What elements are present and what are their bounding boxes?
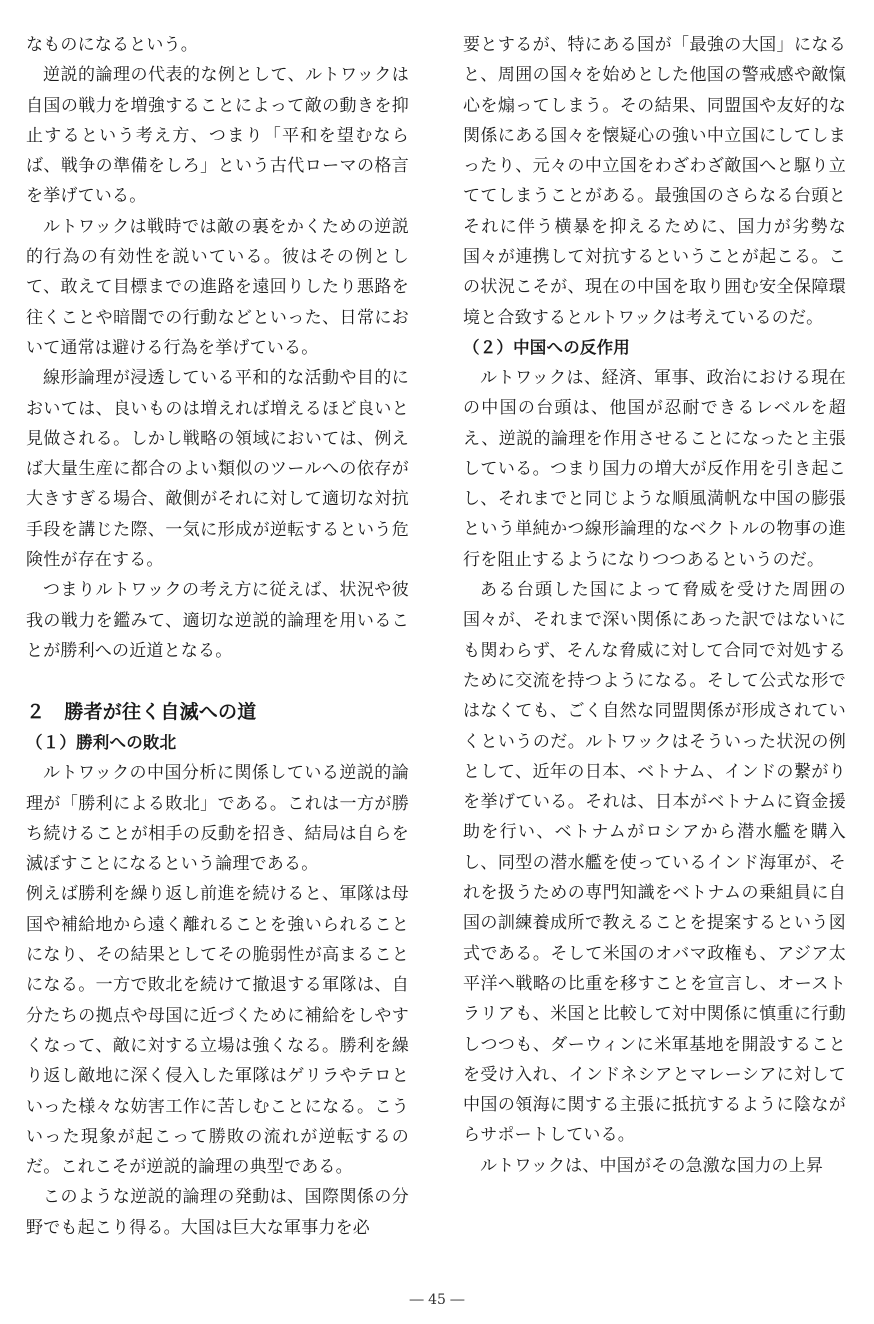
paragraph: 逆説的論理の代表的な例として、ルトワックは自国の戦力を増強することによって敵の動きを抑止するという考え方、つまり「平和を望むならば、戦争の準備をしろ」という古代ローマの格言を挙げている。 xyxy=(26,65,409,207)
paragraph: ルトワックは、経済、軍事、政治における現在の中国の台頭は、他国が忍耐できるレベルを超え、逆説的論理を作用させることになったと主張している。つまり国力の増大が反作用を引き起こし、それまでと同じような順風満帆な中国の膨張という単純かつ線形論理的なベクトルの物事の進行を阻止するようになりつつあるというのだ。 xyxy=(463,367,846,570)
subsection-heading: （１）勝利への敗北 xyxy=(26,733,177,753)
section-spacer xyxy=(26,666,409,696)
subsection-heading: （２）中国への反作用 xyxy=(463,337,630,357)
paragraph: なものになるという。 xyxy=(26,35,198,55)
section-heading: ２ 勝者が往く自滅への道 xyxy=(26,701,257,724)
paragraph: このような逆説的論理の発動は、国際関係の分野でも起こり得る。大国は巨大な軍事力を必 xyxy=(26,1187,409,1238)
paragraph: 線形論理が浸透している平和的な活動や目的においては、良いものは増えれば増えるほど良いと見做される。しかし戦略の領域においては、例えば大量生産に都合のよい類似のツールへの依存が大きすぎる場合、敵側がそれに対して適切な対抗手段を講じた際、一気に形成が逆転するという危険性が存在する。 xyxy=(26,368,409,571)
left-column xyxy=(26,30,409,1243)
paragraph: 要とするが、特にある国が「最強の大国」になると、周囲の国々を始めとした他国の警戒感や敵愾心を煽ってしまう。その結果、同盟国や友好的な関係にある国々を懐疑心の強い中立国にしてしまったり、元々の中立国をわざわざ敵国へと駆り立ててしまうことがある。最強国のさらなる台頭とそれに伴う横暴を抑えるために、国力が劣勢な国々が連携して対抗するということが起こる。この状況こそが、現在の中国を取り囲む安全保障環境と合致するとルトワックは考えているのだ。 xyxy=(463,35,846,328)
page-number: ― 45 ― xyxy=(409,1292,465,1308)
paragraph: つまりルトワックの考え方に従えば、状況や彼我の戦力を鑑みて、適切な逆説的論理を用いることが勝利への近道となる。 xyxy=(26,580,409,661)
paragraph: ある台頭した国によって脅威を受けた周囲の国々が、それまで深い関係にあった訳ではないにも関わらず、そんな脅威に対して合同で対処するために交流を持つようになる。そして公式な形ではなくても、ごく自然な同盟関係が形成されていくというのだ。ルトワックはそういった状況の例として、近年の日本、ベトナム、インドの繋がりを挙げている。それは、日本がベトナムに資金援助を行い、ベトナムがロシアから潜水艦を購入し、同型の潜水艦を使っているインド海軍が、それを扱うための専門知識をベトナムの乗組員に自国の訓練養成所で教えることを提案するという図式である。そして米国のオバマ政権も、アジア太平洋へ戦略の比重を移すことを宣言し、オーストラリアも、米国と比較して対中関係に慎重に行動しつつも、ダーウィンに米軍基地を開設することを受け入れ、インドネシアとマレーシアに対して中国の領海に関する主張に抵抗するように陰ながらサポートしている。 xyxy=(463,580,846,1146)
right-column xyxy=(463,30,846,1181)
paragraph: ルトワックの中国分析に関係している逆説的論理が「勝利による敗北」である。これは一方が勝ち続けることが相手の反動を招き、結局は自らを滅ぼすことになるという論理である。 xyxy=(26,763,409,875)
paragraph: ルトワックは戦時では敵の裏をかくための逆説的行為の有効性を説いている。彼はその例として、敢えて目標までの進路を遠回りしたり悪路を往くことや暗闇での行動などといった、日常において通常は避ける行為を挙げている。 xyxy=(26,216,409,358)
paragraph: ルトワックは、中国がその急激な国力の上昇 xyxy=(480,1155,824,1176)
paragraph: 例えば勝利を繰り返し前進を続けると、軍隊は母国や補給地から遠く離れることを強いられることになり、その結果としてその脆弱性が高まることになる。一方で敗北を続けて撤退する軍隊は、自分たちの拠点や母国に近づくために補給をしやすくなって、敵に対する立場は強くなる。勝利を繰り返し敵地に深く侵入した軍隊はゲリラやテロといった様々な妨害工作に苦しむことになる。こういった現象が起こって勝敗の流れが逆転するのだ。これこそが逆説的論理の典型である。 xyxy=(26,884,409,1178)
